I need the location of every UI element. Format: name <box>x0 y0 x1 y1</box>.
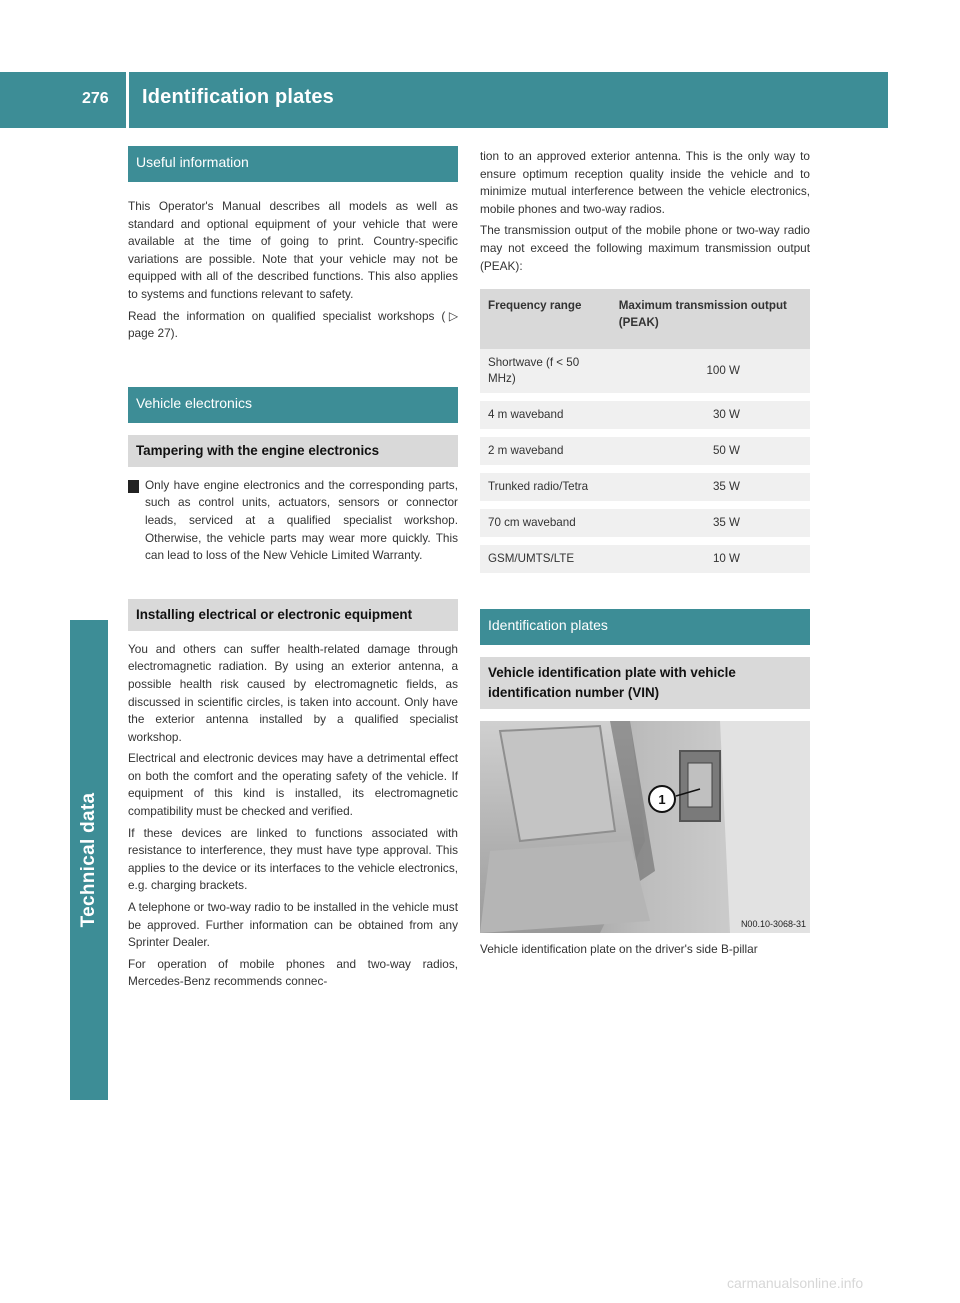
installing-equipment-heading: Installing electrical or electronic equipment <box>128 599 458 631</box>
tampering-warning-text: Only have engine electronics and the corresponding parts, such as control units, actuators, sensors or connector leads, serviced at a qualified specialist workshop. Otherwise, the vehicle parts may wear more quickly. This can lead to loss of the New Vehicle Limited Warranty. <box>145 477 458 563</box>
table-cell-output: 30 W <box>611 397 810 433</box>
useful-paragraph-2[interactable]: Read the information on qualified specialist workshops (▷ page 27). <box>128 308 458 341</box>
left-column <box>128 146 458 995</box>
table-cell-range: 70 cm waveband <box>480 505 611 541</box>
table-row <box>480 349 810 397</box>
transmission-output-table <box>480 289 810 581</box>
section-side-tab[interactable] <box>70 620 108 1100</box>
side-tab-label: Technical data <box>78 792 99 928</box>
table-cell-output: 10 W <box>611 541 810 577</box>
table-cell-range: 2 m waveband <box>480 433 611 469</box>
table-row <box>480 541 810 577</box>
table-cell-range: GSM/UMTS/LTE <box>480 541 611 577</box>
watermark[interactable]: carmanualsonline.info <box>727 1275 864 1291</box>
table-header-frequency: Frequency range <box>480 289 611 349</box>
table-cell-output: 35 W <box>611 505 810 541</box>
continued-paragraph-1: tion to an approved exterior antenna. This is the only way to ensure optimum reception quality inside the vehicle and to minimize mutual interference between the vehicle electronics, mobile phones and two-way radios. <box>480 149 810 216</box>
useful-information-heading: Useful information <box>128 146 458 182</box>
table-row <box>480 433 810 469</box>
image-code: N00.10-3068-31 <box>740 919 806 930</box>
right-column <box>480 148 810 963</box>
install-paragraph-1: You and others can suffer health-related damage through electromagnetic radiation. By using an exterior antenna, a possible health risk caused by electromagnetic fields, as discussed in scientific circles, is taken into account. Only have the exterior antenna installed by a qualified specialist workshop. <box>128 641 458 744</box>
callout-marker-label: 1 <box>658 792 666 808</box>
tampering-warning <box>128 477 458 565</box>
table-row <box>480 397 810 433</box>
vehicle-electronics-heading: Vehicle electronics <box>128 387 458 423</box>
table-cell-range: Trunked radio/Tetra <box>480 469 611 505</box>
identification-plates-heading: Identification plates <box>480 609 810 645</box>
table-header-output: Maximum transmission output (PEAK) <box>611 289 810 349</box>
vin-plate-heading: Vehicle identification plate with vehicle identification number (VIN) <box>480 657 810 709</box>
table-row <box>480 469 810 505</box>
page-number: 276 <box>82 90 109 107</box>
table-cell-output: 50 W <box>611 433 810 469</box>
vin-plate-photo <box>480 721 810 933</box>
page-title: Identification plates <box>142 86 335 108</box>
warning-icon <box>128 480 139 493</box>
table-cell-output: 100 W <box>611 349 810 397</box>
table-cell-range: Shortwave (f < 50 MHz) <box>480 349 611 397</box>
install-paragraph-2: Electrical and electronic devices may have a detrimental effect on both the comfort and the operating safety of the vehicle. If equipment of this kind is installed, its electromagnetic compatibility must be checked and verified. <box>128 751 458 819</box>
install-paragraph-5: For operation of mobile phones and two-way radios, Mercedes-Benz recommends connec- <box>128 956 458 989</box>
vin-plate-illustration <box>480 721 810 933</box>
photo-caption: Vehicle identification plate on the driver's side B-pillar <box>480 942 758 957</box>
tampering-heading: Tampering with the engine electronics <box>128 435 458 467</box>
install-paragraph-3: If these devices are linked to functions associated with resistance to interference, they must have type approval. This applies to the device or its interfaces to the vehicle electronics, e.g. charging brackets. <box>128 825 458 893</box>
table-cell-range: 4 m waveband <box>480 397 611 433</box>
header-divider <box>126 72 129 128</box>
header-bar <box>0 72 888 128</box>
continued-paragraph-2: The transmission output of the mobile phone or two-way radio may not exceed the following maximum transmission output (PEAK): <box>480 223 810 273</box>
useful-paragraph-1: This Operator's Manual describes all models as well as standard and optional equipment of your vehicle that were available at the time of going to print. Country-specific variations are possible. Note that your vehicle may not be equipped with all of the described functions. This also applies to systems and functions relevant to safety. <box>128 199 458 301</box>
table-cell-output: 35 W <box>611 469 810 505</box>
install-paragraph-4: A telephone or two-way radio to be installed in the vehicle must be approved. Further information can be obtained from any Sprinter Dealer. <box>128 900 458 950</box>
table-row <box>480 505 810 541</box>
